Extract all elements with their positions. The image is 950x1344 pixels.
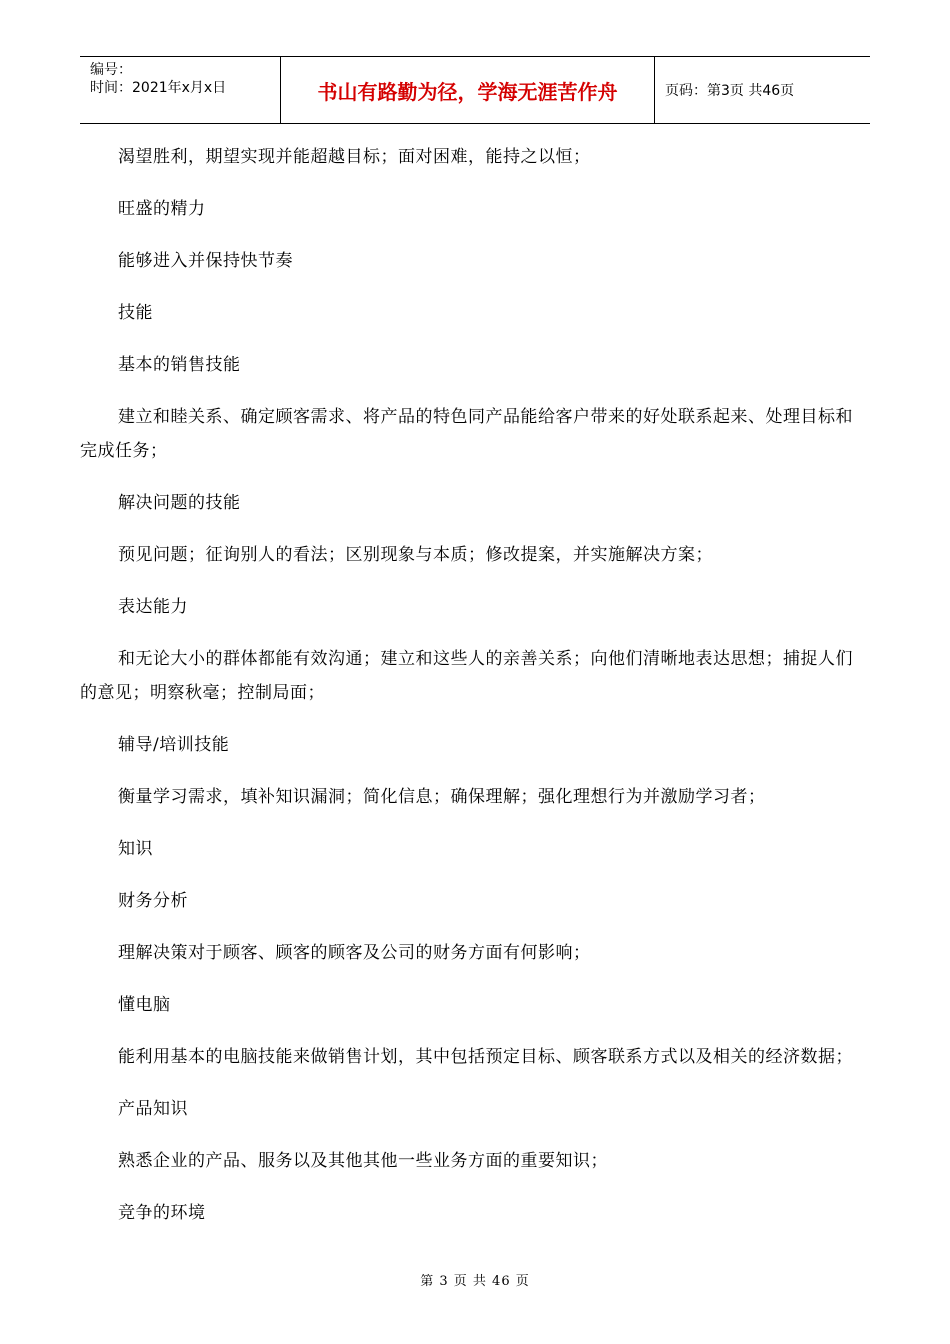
footer-page-number: 第 3 页 共 46 页: [420, 1274, 530, 1289]
paragraph: 知识: [118, 839, 153, 859]
paragraph: 懂电脑: [118, 995, 171, 1015]
paragraph: 辅导/培训技能: [118, 735, 230, 755]
header-motto: [281, 57, 655, 123]
paragraph: 解决问题的技能: [118, 493, 241, 513]
paragraph: 熟悉企业的产品、服务以及其他其他一些业务方面的重要知识；: [118, 1151, 608, 1171]
paragraph: 基本的销售技能: [118, 355, 241, 375]
paragraph: 能够进入并保持快节奏: [118, 251, 293, 271]
number-label: 编号：: [90, 62, 132, 78]
document-body: [80, 140, 870, 1248]
paragraph: 建立和睦关系、确定顾客需求、将产品的特色同产品能给客户带来的好处联系起来、处理目标和完成任务；: [80, 407, 853, 461]
header-meta: [80, 57, 281, 123]
header-page-info: [655, 57, 870, 123]
paragraph: 财务分析: [118, 891, 188, 911]
paragraph: 产品知识: [118, 1099, 188, 1119]
page-footer: [0, 1270, 950, 1289]
page-info-text: 页码：第3页 共46页: [665, 83, 795, 99]
page-header: [80, 56, 870, 124]
paragraph: 和无论大小的群体都能有效沟通；建立和这些人的亲善关系；向他们清晰地表达思想；捕捉人们的意见；明察秋毫；控制局面；: [80, 649, 853, 703]
paragraph: 表达能力: [118, 597, 188, 617]
paragraph: 旺盛的精力: [118, 199, 206, 219]
paragraph: 衡量学习需求，填补知识漏洞；简化信息；确保理解；强化理想行为并激励学习者；: [118, 787, 766, 807]
time-label: 时间：2021年x月x日: [90, 80, 227, 96]
paragraph: 渴望胜利，期望实现并能超越目标；面对困难，能持之以恒；: [118, 147, 591, 167]
paragraph: 技能: [118, 303, 153, 323]
paragraph: 竞争的环境: [118, 1203, 206, 1223]
motto-text: 书山有路勤为径，学海无涯苦作舟: [317, 79, 618, 104]
paragraph: 能利用基本的电脑技能来做销售计划，其中包括预定目标、顾客联系方式以及相关的经济数据；: [118, 1047, 853, 1067]
paragraph: 理解决策对于顾客、顾客的顾客及公司的财务方面有何影响；: [118, 943, 591, 963]
paragraph: 预见问题；征询别人的看法；区别现象与本质；修改提案，并实施解决方案；: [118, 545, 713, 565]
